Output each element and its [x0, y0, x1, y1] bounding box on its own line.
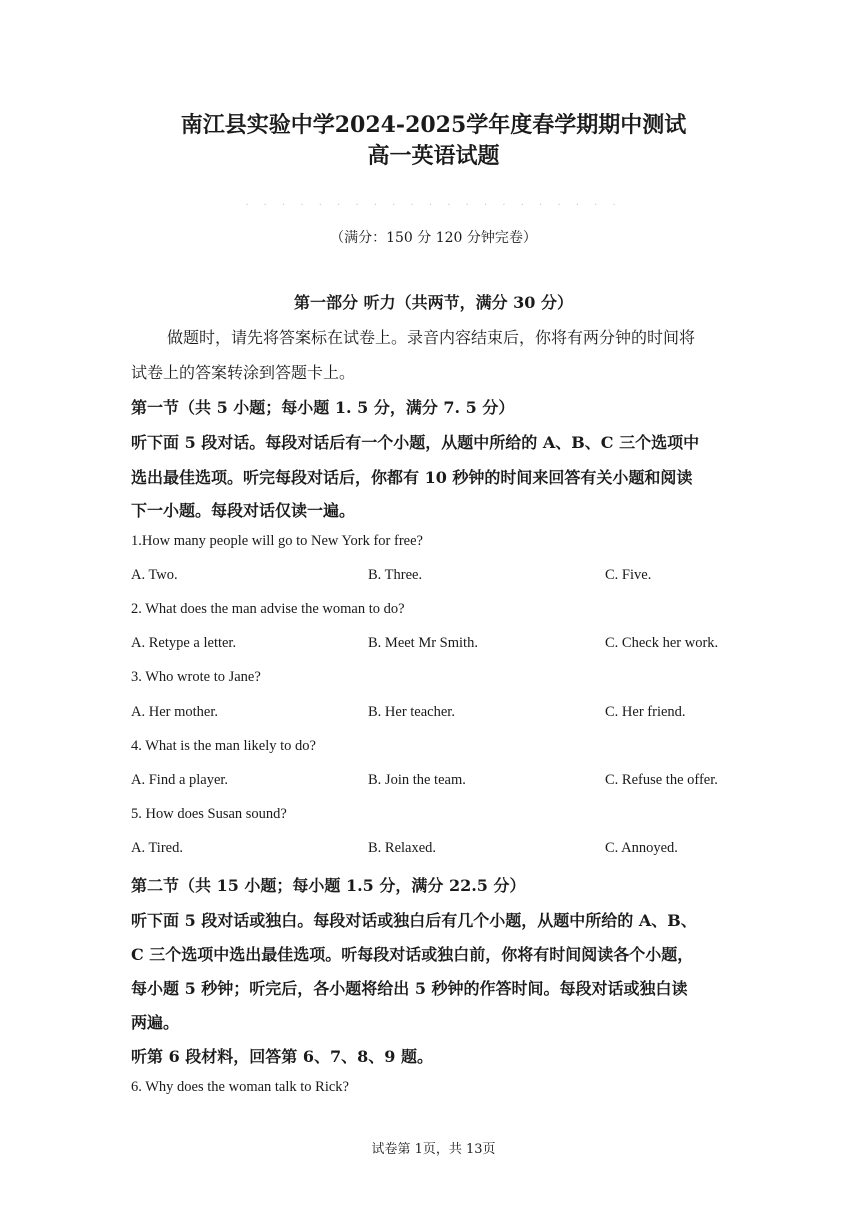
question-3: 3. Who wrote to Jane? [131, 669, 261, 685]
option-2a: A. Retype a letter. [131, 635, 237, 651]
option-5c: C. Annoyed. [605, 840, 678, 856]
part1-heading: 第一部分 听力（共两节，满分 30 分） [294, 293, 573, 312]
option-4b: B. Join the team. [368, 772, 466, 788]
section2-heading: 第二节（共 15 小题；每小题 1.5 分，满分 22.5 分） [131, 876, 526, 895]
option-2b: B. Meet Mr Smith. [368, 635, 478, 651]
question-2: 2. What does the man advise the woman to do? [131, 601, 405, 617]
page-number: 试卷第 1页，共 13页 [371, 1142, 496, 1157]
section1-instruction-line2: 选出最佳选项。听完每段对话后，你都有 10 秒钟的时间来回答有关小题和阅读 [131, 468, 693, 487]
question-6: 6. Why does the woman talk to Rick? [131, 1079, 349, 1095]
section2-instruction-line2: C 三个选项中选出最佳选项。听每段对话或独白前，你将有时间阅读各个小题， [131, 945, 694, 964]
question-4: 4. What is the man likely to do? [131, 738, 316, 754]
exam-info: （满分：150 分 120 分钟完卷） [330, 230, 537, 246]
section1-instruction-line3: 下一小题。每段对话仅读一遍。 [131, 501, 356, 520]
question-1: 1.How many people will go to New York for free? [131, 533, 423, 549]
option-5a: A. Tired. [131, 840, 183, 856]
option-1a: A. Two. [131, 567, 178, 583]
option-3b: B. Her teacher. [368, 704, 455, 720]
exam-title-line2: 高一英语试题 [367, 143, 500, 169]
section2-instruction-line1: 听下面 5 段对话或独白。每段对话或独白后有几个小题，从题中所给的 A、B、 [131, 911, 697, 930]
part1-intro-line2: 试卷上的答案转涂到答题卡上。 [131, 363, 356, 382]
option-5b: B. Relaxed. [368, 840, 437, 856]
option-4a: A. Find a player. [131, 772, 229, 788]
option-1c: C. Five. [605, 567, 652, 583]
material-6-heading: 听第 6 段材料，回答第 6、7、8、9 题。 [131, 1047, 433, 1066]
faint-divider: · · · · · · · · · · · · · · · · · · · · · [245, 200, 622, 211]
option-1b: B. Three. [368, 567, 423, 583]
part1-intro-line1: 做题时，请先将答案标在试卷上。录音内容结束后，你将有两分钟的时间将 [167, 328, 696, 347]
option-2c: C. Check her work. [605, 635, 719, 651]
question-5: 5. How does Susan sound? [131, 806, 287, 822]
section2-instruction-line4: 两遍。 [131, 1013, 180, 1032]
option-4c: C. Refuse the offer. [605, 772, 718, 788]
section2-instruction-line3: 每小题 5 秒钟；听完后，各小题将给出 5 秒钟的作答时间。每段对话或独白读 [131, 979, 688, 998]
section1-instruction-line1: 听下面 5 段对话。每段对话后有一个小题，从题中所给的 A、B、C 三个选项中 [131, 433, 700, 452]
option-3c: C. Her friend. [605, 704, 686, 720]
section1-heading: 第一节（共 5 小题；每小题 1. 5 分，满分 7. 5 分） [131, 398, 515, 417]
option-3a: A. Her mother. [131, 704, 218, 720]
exam-title-line1: 南江县实验中学2024-2025学年度春学期期中测试 [180, 112, 687, 138]
